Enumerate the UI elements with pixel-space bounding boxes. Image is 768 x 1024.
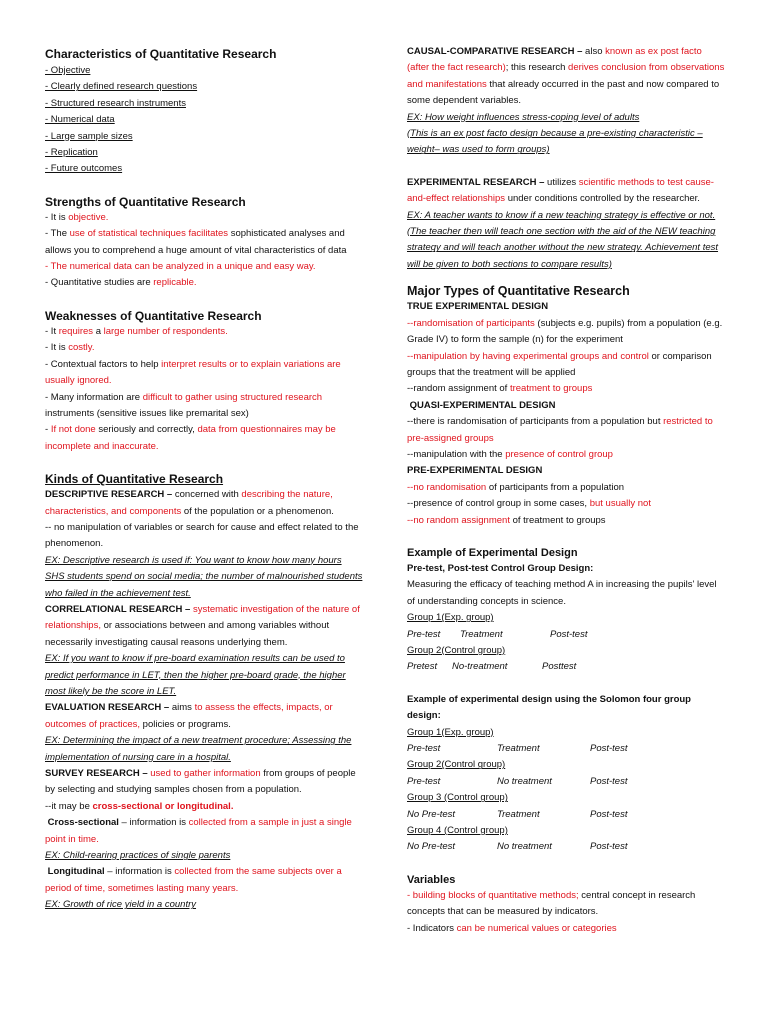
survey-note: --it may be cross-sectional or longitudinal.: [45, 800, 234, 812]
list-item: - Future outcomes: [45, 163, 123, 175]
true-experimental-item: --randomisation of participants (subjects e.g. pupils) from a population (e.g. Grade IV) to form the sample (n) for the experiment: [407, 317, 723, 346]
list-item: - Objective: [45, 65, 91, 76]
strength-item: - Quantitative studies are replicable.: [45, 277, 197, 289]
variables-indicators: - Indicators can be numerical values or categories: [407, 922, 617, 934]
causal-example-note: (This is an ex post facto design because a pre-existing characteristic –weight– was used to form groups): [407, 128, 703, 156]
strength-item: - It is objective.: [45, 211, 109, 223]
longitudinal-example: EX: Growth of rice yield in a country: [45, 899, 197, 911]
experimental-example: EX: A teacher wants to know if a new teaching strategy is effective or not. (The teacher then will teach one section with the aid of the NEW teaching strategy and will teach another without the new strategy. Achievement test will be given to both sections to compare results): [407, 209, 719, 270]
group-label: Group 4 (Control group): [407, 825, 508, 837]
characteristics-title: Characteristics of Quantitative Research: [45, 47, 277, 61]
true-experimental-item: --random assignment of treatment to groups: [407, 383, 593, 395]
group-row: No Pre-test No treatment Post-test: [407, 841, 628, 853]
group-row: Pre-test Treatment Post-test: [407, 743, 628, 755]
group-row: No Pre-test Treatment Post-test: [407, 808, 628, 820]
group-label: Group 1(Exp. group): [407, 612, 494, 624]
strength-item: - The numerical data can be analyzed in a unique and easy way.: [45, 261, 316, 273]
group-row: Pre-test No treatment Post-test: [407, 775, 628, 787]
example-design-title: Example of Experimental Design: [407, 546, 578, 559]
correlational-research: CORRELATIONAL RESEARCH – systematic investigation of the nature of relationships, or associations between and among variables without necessarily investigating causal reasons underlying them.: [45, 603, 360, 648]
list-item: - Structured research instruments: [45, 97, 186, 109]
example-design-description: Measuring the efficacy of teaching method A in increasing the pupils' level of understanding concepts in science.: [407, 579, 717, 607]
pre-experimental-item: --no randomisation of participants from a population: [407, 481, 625, 493]
descriptive-example: EX: Descriptive research is used if: You want to know how many hours SHS students spend on social media; the number of malnourished students who failed in the achievement test.: [45, 554, 363, 599]
cross-sectional: Cross-sectional – information is collected from a sample in just a single point in time.: [45, 817, 352, 845]
solomon-title: Example of experimental design using the Solomon four group design:: [407, 693, 691, 722]
weakness-item: - It requires a large number of respondents.: [45, 325, 228, 337]
quasi-experimental-item: --manipulation with the presence of control group: [407, 448, 613, 460]
weakness-item: - Many information are difficult to gather using structured research instruments (sensitive issues like premarital sex): [45, 391, 323, 419]
true-experimental-title: TRUE EXPERIMENTAL DESIGN: [407, 301, 549, 313]
true-experimental-item: --manipulation by having experimental groups and control or comparison groups that the treatment will be applied: [407, 350, 712, 378]
cross-sectional-example: EX: Child-rearing practices of single parents: [45, 850, 231, 862]
list-item: - Replication: [45, 147, 98, 159]
evaluation-example: EX: Determining the impact of a new treatment procedure; Assessing the implementation of nursing care in a hospital.: [45, 735, 352, 763]
correlational-example: EX: If you want to know if pre-board examination results can be used to predict performance in LET, then the higher pre-board grade, the higher most likely be the score in LET.: [45, 653, 346, 697]
list-item: - Numerical data: [45, 114, 115, 126]
characteristics-list: [45, 63, 363, 178]
strengths-title: Strengths of Quantitative Research: [45, 194, 246, 209]
group-label: Group 2(Control group): [407, 645, 506, 656]
group-row: Pretest No-treatment Posttest: [407, 661, 577, 673]
longitudinal: Longitudinal – information is collected from the same subjects over a period of time, sometimes lasting many years.: [45, 866, 342, 894]
group-label: Group 2(Control group): [407, 759, 506, 771]
weakness-item: - Contextual factors to help interpret results or to explain variations are usually ignored.: [45, 358, 341, 387]
right-column: [407, 44, 725, 937]
group-label: Group 3 (Control group): [407, 792, 508, 804]
weaknesses-title: Weaknesses of Quantitative Research: [45, 308, 262, 323]
list-item: - Clearly defined research questions: [45, 81, 198, 93]
pre-experimental-item: --no random assignment of treatment to groups: [407, 514, 606, 526]
major-types-title: Major Types of Quantitative Research: [407, 284, 630, 299]
descriptive-note: -- no manipulation of variables or search for cause and effect related to the phenomenon.: [45, 521, 359, 550]
kinds-title: Kinds of Quantitative Research: [45, 472, 224, 487]
variables-title: Variables: [407, 873, 456, 886]
weakness-item: - It is costly.: [45, 342, 95, 354]
variables-description: - building blocks of quantitative methods; central concept in research concepts that can be measured by indicators.: [407, 889, 696, 918]
survey-research: SURVEY RESEARCH – used to gather information from groups of people by selecting and studying samples chosen from a population.: [45, 768, 356, 796]
experimental-research: EXPERIMENTAL RESEARCH – utilizes scientific methods to test cause-and-effect relationships under conditions controlled by the researcher.: [407, 176, 714, 205]
causal-comparative-research: CAUSAL-COMPARATIVE RESEARCH – also known as ex post facto (after the fact research); this research derives conclusion from observations and manifestations that already occurred in the past and now compared to some dependent variables.: [407, 46, 725, 107]
strength-item: - The use of statistical techniques facilitates sophisticated analyses and allows you to comprehend a huge amount of vital characteristics of data: [45, 228, 347, 256]
pre-experimental-item: --presence of control group in some cases, but usually not: [407, 498, 651, 510]
example-design-subtitle: Pre-test, Post-test Control Group Design:: [407, 562, 594, 574]
group-row: Pre-test Treatment Post-test: [407, 628, 588, 640]
evaluation-research: EVALUATION RESEARCH – aims to assess the effects, impacts, or outcomes of practices, policies or programs.: [45, 702, 333, 730]
list-item: - Large sample sizes: [45, 130, 133, 142]
weakness-item: - If not done seriously and correctly, data from questionnaires may be incomplete and inaccurate.: [45, 424, 336, 452]
group-label: Group 1(Exp. group): [407, 726, 494, 738]
causal-example: EX: How weight influences stress-coping level of adults: [407, 111, 640, 123]
left-column: [45, 40, 363, 914]
pre-experimental-title: PRE-EXPERIMENTAL DESIGN: [407, 465, 543, 477]
quasi-experimental-title: QUASI-EXPERIMENTAL DESIGN: [409, 399, 556, 411]
descriptive-research: DESCRIPTIVE RESEARCH – concerned with describing the nature, characteristics, and components of the population or a phenomenon.: [45, 489, 334, 517]
quasi-experimental-item: --there is randomisation of participants from a population but restricted to pre-assigned groups: [407, 416, 713, 444]
